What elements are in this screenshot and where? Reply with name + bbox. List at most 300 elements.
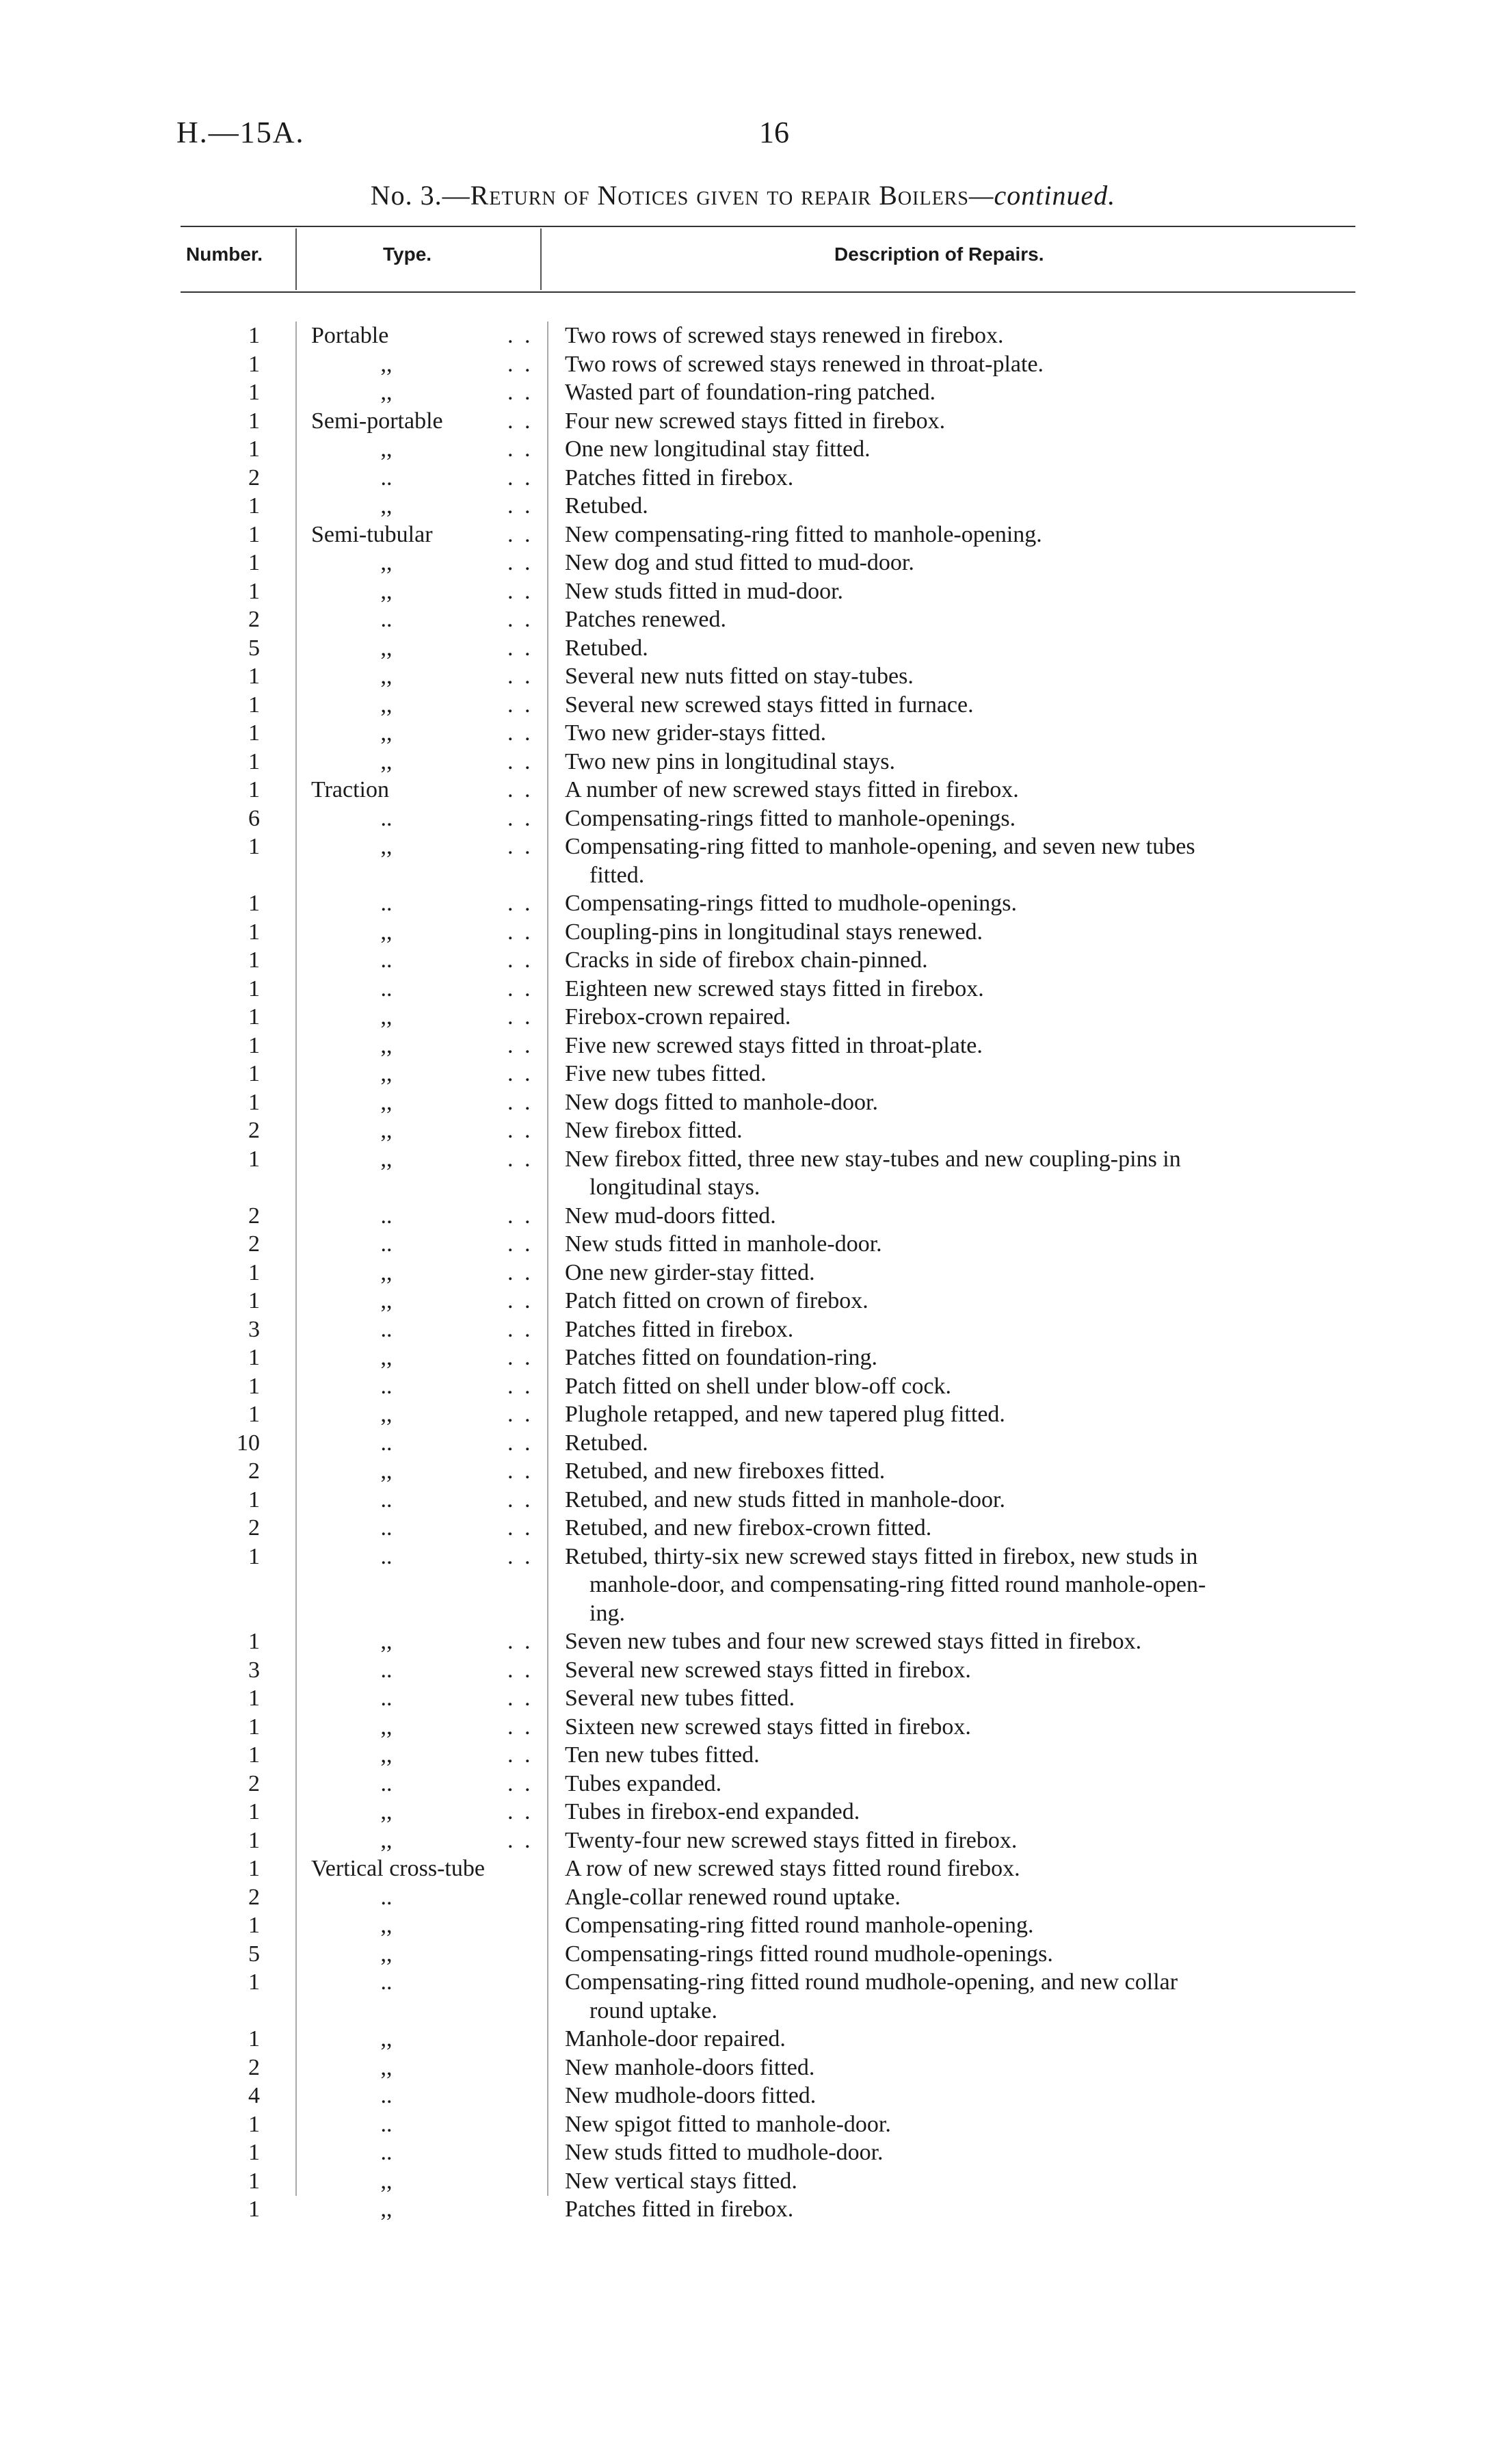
table-row <box>0 322 1486 350</box>
description-line: A row of new screwed stays fitted round firebox. <box>565 1856 1020 1881</box>
table-row <box>0 1259 1486 1287</box>
description-line: New dogs fitted to manhole-door. <box>565 1089 878 1115</box>
table-row <box>0 918 1486 947</box>
row-description <box>565 946 1358 975</box>
row-description <box>565 1088 1358 1117</box>
row-type-ditto: ,, <box>380 578 393 604</box>
description-line: Five new tubes fitted. <box>565 1061 767 1086</box>
row-number: 1 <box>248 919 260 945</box>
row-number: 5 <box>248 1941 260 1967</box>
description-line: New firebox fitted. <box>565 1118 743 1143</box>
row-type-ditto: ,, <box>380 635 393 661</box>
row-number: 1 <box>248 436 260 462</box>
description-line: Tubes expanded. <box>565 1770 722 1796</box>
row-number: 3 <box>248 1657 260 1683</box>
leader-dots: . . <box>507 1345 533 1370</box>
leader-dots: . . <box>507 1714 533 1740</box>
description-line: Several new screwed stays fitted in furnace. <box>565 692 974 718</box>
table-row <box>0 1486 1486 1515</box>
leader-dots: . . <box>507 805 533 831</box>
row-description <box>565 1230 1358 1259</box>
row-number: 2 <box>248 1515 260 1541</box>
row-type-ditto: ,, <box>380 2197 393 2222</box>
row-description <box>565 1656 1358 1685</box>
row-number: 1 <box>248 2168 260 2194</box>
row-type: Vertical cross-tube <box>311 1856 485 1881</box>
row-number: 1 <box>248 975 260 1001</box>
row-number: 1 <box>248 1004 260 1030</box>
table-row <box>0 889 1486 918</box>
column-divider <box>540 228 542 290</box>
description-line: Patches renewed. <box>565 607 727 632</box>
description-line: Twenty-four new screwed stays fitted in firebox. <box>565 1827 1018 1853</box>
table-row <box>0 1656 1486 1685</box>
table-row <box>0 549 1486 577</box>
row-description <box>565 492 1358 521</box>
leader-dots: . . <box>507 1402 533 1427</box>
table-row <box>0 662 1486 691</box>
page-reference: H.—15A. <box>176 116 305 149</box>
row-type-ditto: .. <box>380 975 393 1001</box>
page-title <box>0 179 1486 211</box>
row-type-ditto: ,, <box>380 1714 393 1740</box>
table-row <box>0 2110 1486 2139</box>
row-type-ditto: .. <box>380 2083 393 2108</box>
table-row <box>0 521 1486 549</box>
row-number: 1 <box>248 408 260 434</box>
description-line: Two new grider-stays fitted. <box>565 720 827 746</box>
row-type-ditto: ,, <box>380 1799 393 1824</box>
description-line: Retubed. <box>565 493 648 519</box>
leader-dots: . . <box>507 1288 533 1313</box>
table-row <box>0 1684 1486 1713</box>
row-type: Semi-portable <box>311 408 443 434</box>
description-line: New manhole-doors fitted. <box>565 2054 815 2080</box>
table-row <box>0 1003 1486 1032</box>
leader-dots: . . <box>507 1657 533 1683</box>
row-description <box>565 662 1358 691</box>
row-number: 1 <box>248 521 260 547</box>
row-type-ditto: ,, <box>380 692 393 718</box>
table-row <box>0 492 1486 521</box>
description-line: Retubed, thirty-six new screwed stays fitted in firebox, new studs in <box>565 1543 1198 1569</box>
row-number: 1 <box>248 2140 260 2165</box>
row-number: 1 <box>248 1969 260 1995</box>
description-line: Two rows of screwed stays renewed in firebox. <box>565 323 1004 348</box>
table-row <box>0 1854 1486 1883</box>
leader-dots: . . <box>507 1203 533 1229</box>
leader-dots: . . <box>507 947 533 973</box>
row-type-ditto: ,, <box>380 1146 393 1172</box>
description-line: Retubed, and new firebox-crown fitted. <box>565 1515 932 1541</box>
row-number: 1 <box>248 777 260 802</box>
row-number: 1 <box>248 720 260 746</box>
leader-dots: . . <box>507 1259 533 1285</box>
row-type-ditto: .. <box>380 805 393 831</box>
description-line: Compensating-ring fitted to manhole-opening, and seven new tubes <box>565 834 1195 859</box>
leader-dots: . . <box>507 1486 533 1512</box>
leader-dots: . . <box>507 1770 533 1796</box>
row-type-ditto: .. <box>380 2111 393 2137</box>
row-number: 1 <box>248 1345 260 1370</box>
table-row <box>0 1883 1486 1912</box>
table-row <box>0 1741 1486 1770</box>
row-description <box>565 1400 1358 1429</box>
row-type-ditto: ,, <box>380 2026 393 2052</box>
row-description <box>565 2054 1358 2082</box>
row-type-ditto: ,, <box>380 1941 393 1967</box>
description-line: Seven new tubes and four new screwed stays fitted in firebox. <box>565 1629 1142 1654</box>
leader-dots: . . <box>507 436 533 462</box>
row-description <box>565 833 1358 889</box>
row-description <box>565 1514 1358 1543</box>
description-continuation: ing. <box>589 1600 625 1626</box>
leader-dots: . . <box>507 664 533 689</box>
row-number: 2 <box>248 607 260 632</box>
row-number: 2 <box>248 1770 260 1796</box>
row-description <box>565 719 1358 748</box>
row-type: Traction <box>311 777 389 802</box>
row-description <box>565 1372 1358 1401</box>
description-line: New mudhole-doors fitted. <box>565 2083 817 2108</box>
table-row <box>0 2167 1486 2196</box>
table-row <box>0 464 1486 493</box>
row-type-ditto: ,, <box>380 1458 393 1484</box>
description-line: Patch fitted on shell under blow-off cock. <box>565 1373 951 1399</box>
description-line: Retubed. <box>565 635 648 661</box>
row-number: 1 <box>248 1373 260 1399</box>
row-type-ditto: ,, <box>380 1032 393 1058</box>
row-type-ditto: .. <box>380 947 393 973</box>
row-type: Semi-tubular <box>311 521 433 547</box>
table-row <box>0 1770 1486 1798</box>
table-row <box>0 2054 1486 2082</box>
description-line: Four new screwed stays fitted in firebox. <box>565 408 946 434</box>
row-type-ditto: .. <box>380 1203 393 1229</box>
leader-dots: . . <box>507 1430 533 1456</box>
table-row <box>0 691 1486 720</box>
row-type-ditto: .. <box>380 1373 393 1399</box>
description-line: A number of new screwed stays fitted in firebox. <box>565 777 1019 802</box>
row-description <box>565 1145 1358 1202</box>
row-number: 1 <box>248 1686 260 1711</box>
row-type-ditto: .. <box>380 1316 393 1342</box>
row-description <box>565 1713 1358 1742</box>
row-type-ditto: ,, <box>380 1913 393 1938</box>
leader-dots: . . <box>507 1032 533 1058</box>
table-row <box>0 350 1486 379</box>
leader-dots: . . <box>507 692 533 718</box>
leader-dots: . . <box>507 550 533 575</box>
table-row <box>0 577 1486 606</box>
table-row <box>0 2082 1486 2110</box>
leader-dots: . . <box>507 351 533 377</box>
row-description <box>565 1116 1358 1145</box>
title-main: Return of Notices given to repair Boilers <box>470 180 969 211</box>
column-header-description: Description of Repairs. <box>834 244 1044 265</box>
table-row <box>0 776 1486 804</box>
row-description <box>565 407 1358 436</box>
row-number: 1 <box>248 2026 260 2052</box>
description-line: Compensating-rings fitted to mudhole-openings. <box>565 891 1018 916</box>
table-row <box>0 1202 1486 1231</box>
row-description <box>565 1798 1358 1826</box>
row-type-ditto: .. <box>380 2140 393 2165</box>
column-divider <box>295 228 297 290</box>
table-row <box>0 1116 1486 1145</box>
table-row <box>0 1798 1486 1826</box>
leader-dots: . . <box>507 1686 533 1711</box>
row-type-ditto: ,, <box>380 1402 393 1427</box>
leader-dots: . . <box>507 607 533 632</box>
row-description <box>565 322 1358 350</box>
leader-dots: . . <box>507 748 533 774</box>
description-line: One new longitudinal stay fitted. <box>565 436 871 462</box>
row-number: 2 <box>248 1118 260 1143</box>
table-row <box>0 1911 1486 1940</box>
description-line: Two rows of screwed stays renewed in throat-plate. <box>565 351 1044 377</box>
row-type-ditto: ,, <box>380 664 393 689</box>
table-row <box>0 1940 1486 1969</box>
description-line: Several new tubes fitted. <box>565 1686 795 1711</box>
table-row <box>0 833 1486 889</box>
row-description <box>565 1741 1358 1770</box>
row-type-ditto: .. <box>380 1969 393 1995</box>
description-continuation: fitted. <box>589 862 645 888</box>
table-row <box>0 1543 1486 1628</box>
description-line: One new girder-stay fitted. <box>565 1259 815 1285</box>
leader-dots: . . <box>507 720 533 746</box>
row-type-ditto: ,, <box>380 1089 393 1115</box>
leader-dots: . . <box>507 1004 533 1030</box>
row-type-ditto: ,, <box>380 550 393 575</box>
leader-dots: . . <box>507 1061 533 1086</box>
row-type-ditto: ,, <box>380 1004 393 1030</box>
leader-dots: . . <box>507 1316 533 1342</box>
leader-dots: . . <box>507 635 533 661</box>
row-number: 2 <box>248 1884 260 1910</box>
leader-dots: . . <box>507 1629 533 1654</box>
row-description <box>565 748 1358 776</box>
description-line: Several new screwed stays fitted in firebox. <box>565 1657 971 1683</box>
table-row <box>0 1230 1486 1259</box>
row-description <box>565 2167 1358 2196</box>
table-row <box>0 1826 1486 1855</box>
row-number: 1 <box>248 1089 260 1115</box>
row-number: 1 <box>248 834 260 859</box>
row-type-ditto: ,, <box>380 380 393 405</box>
row-type-ditto: ,, <box>380 1061 393 1086</box>
row-description <box>565 1627 1358 1656</box>
row-number: 1 <box>248 493 260 519</box>
description-continuation: manhole-door, and compensating-ring fitted round manhole-open- <box>589 1572 1206 1597</box>
description-line: Compensating-ring fitted round manhole-opening. <box>565 1913 1034 1938</box>
row-description <box>565 378 1358 407</box>
table-row <box>0 1315 1486 1344</box>
row-description <box>565 1003 1358 1032</box>
table-row <box>0 1145 1486 1202</box>
description-line: Wasted part of foundation-ring patched. <box>565 380 936 405</box>
row-number: 1 <box>248 1146 260 1172</box>
row-number: 1 <box>248 947 260 973</box>
row-description <box>565 605 1358 634</box>
title-suffix: —continued. <box>968 180 1116 211</box>
table-row <box>0 2138 1486 2167</box>
page-number: 16 <box>759 116 789 149</box>
table-row <box>0 975 1486 1004</box>
row-number: 6 <box>248 805 260 831</box>
row-type-ditto: ,, <box>380 351 393 377</box>
description-line: Plughole retapped, and new tapered plug fitted. <box>565 1402 1005 1427</box>
table-row <box>0 1287 1486 1315</box>
row-description <box>565 634 1358 663</box>
description-line: Coupling-pins in longitudinal stays renewed. <box>565 919 983 945</box>
row-description <box>565 1940 1358 1969</box>
table-row <box>0 378 1486 407</box>
description-line: Angle-collar renewed round uptake. <box>565 1884 901 1910</box>
leader-dots: . . <box>507 975 533 1001</box>
row-number: 1 <box>248 664 260 689</box>
description-line: New firebox fitted, three new stay-tubes and new coupling-pins in <box>565 1146 1181 1172</box>
description-line: Patch fitted on crown of firebox. <box>565 1288 868 1313</box>
row-description <box>565 1315 1358 1344</box>
leader-dots: . . <box>507 521 533 547</box>
row-description <box>565 691 1358 720</box>
description-continuation: round uptake. <box>589 1997 717 2023</box>
row-description <box>565 2110 1358 2139</box>
description-line: Ten new tubes fitted. <box>565 1742 760 1768</box>
row-type-ditto: .. <box>380 607 393 632</box>
row-number: 2 <box>248 1458 260 1484</box>
row-number: 3 <box>248 1316 260 1342</box>
description-line: Tubes in firebox-end expanded. <box>565 1799 860 1824</box>
row-type-ditto: .. <box>380 1515 393 1541</box>
description-line: Several new nuts fitted on stay-tubes. <box>565 664 914 689</box>
description-line: New dog and stud fitted to mud-door. <box>565 550 914 575</box>
row-number: 1 <box>248 1827 260 1853</box>
description-line: New vertical stays fitted. <box>565 2168 797 2194</box>
row-description <box>565 889 1358 918</box>
leader-dots: . . <box>507 1515 533 1541</box>
row-number: 4 <box>248 2083 260 2108</box>
row-description <box>565 1032 1358 1060</box>
row-description <box>565 2025 1358 2054</box>
row-description <box>565 1202 1358 1231</box>
table-row <box>0 2195 1486 2224</box>
leader-dots: . . <box>507 1373 533 1399</box>
description-line: New mud-doors fitted. <box>565 1203 776 1229</box>
row-number: 1 <box>248 692 260 718</box>
leader-dots: . . <box>507 891 533 916</box>
table-row <box>0 1457 1486 1486</box>
description-line: New studs fitted to mudhole-door. <box>565 2140 884 2165</box>
row-description <box>565 1543 1358 1628</box>
row-number: 2 <box>248 1203 260 1229</box>
row-number: 1 <box>248 1856 260 1881</box>
row-number: 1 <box>248 1543 260 1569</box>
table-row <box>0 1032 1486 1060</box>
description-line: Compensating-rings fitted to manhole-openings. <box>565 805 1016 831</box>
description-line: Compensating-ring fitted round mudhole-opening, and new collar <box>565 1969 1178 1995</box>
row-number: 1 <box>248 1402 260 1427</box>
row-number: 1 <box>248 2111 260 2137</box>
row-type-ditto: .. <box>380 1430 393 1456</box>
header-bottom-rule <box>181 291 1355 293</box>
row-type-ditto: .. <box>380 1770 393 1796</box>
row-type-ditto: ,, <box>380 1288 393 1313</box>
table-row <box>0 1060 1486 1088</box>
description-line: Patches fitted on foundation-ring. <box>565 1345 878 1370</box>
row-type-ditto: ,, <box>380 2168 393 2194</box>
row-description <box>565 464 1358 493</box>
leader-dots: . . <box>507 1543 533 1569</box>
row-description <box>565 804 1358 833</box>
row-number: 1 <box>248 1288 260 1313</box>
table-row <box>0 1344 1486 1372</box>
description-line: Eighteen new screwed stays fitted in firebox. <box>565 975 984 1001</box>
column-header-number: Number. <box>186 244 263 265</box>
row-description <box>565 1429 1358 1458</box>
row-description <box>565 1486 1358 1515</box>
row-description <box>565 1911 1358 1940</box>
row-description <box>565 1684 1358 1713</box>
row-description <box>565 1344 1358 1372</box>
row-description <box>565 350 1358 379</box>
table-row <box>0 1627 1486 1656</box>
row-number: 1 <box>248 1259 260 1285</box>
row-number: 1 <box>248 1486 260 1512</box>
row-type-ditto: ,, <box>380 1742 393 1768</box>
row-description <box>565 1826 1358 1855</box>
row-description <box>565 435 1358 464</box>
row-type-ditto: ,, <box>380 748 393 774</box>
row-number: 1 <box>248 891 260 916</box>
row-description <box>565 1259 1358 1287</box>
row-type-ditto: ,, <box>380 720 393 746</box>
description-line: Compensating-rings fitted round mudhole-openings. <box>565 1941 1053 1967</box>
description-line: New compensating-ring fitted to manhole-opening. <box>565 521 1042 547</box>
row-number: 1 <box>248 1032 260 1058</box>
row-type-ditto: .. <box>380 1543 393 1569</box>
description-line: New studs fitted in mud-door. <box>565 578 844 604</box>
row-number: 5 <box>248 635 260 661</box>
title-prefix: No. 3.— <box>370 180 470 211</box>
table-row <box>0 1400 1486 1429</box>
table-top-rule <box>181 226 1355 227</box>
table-row <box>0 1372 1486 1401</box>
row-type: Portable <box>311 323 389 348</box>
row-number: 2 <box>248 464 260 490</box>
row-type-ditto: ,, <box>380 1118 393 1143</box>
row-description <box>565 2195 1358 2224</box>
description-line: New spigot fitted to manhole-door. <box>565 2111 891 2137</box>
leader-dots: . . <box>507 380 533 405</box>
row-number: 1 <box>248 351 260 377</box>
leader-dots: . . <box>507 1089 533 1115</box>
leader-dots: . . <box>507 323 533 348</box>
table-row <box>0 804 1486 833</box>
row-description <box>565 2138 1358 2167</box>
row-number: 1 <box>248 1913 260 1938</box>
row-type-ditto: ,, <box>380 1345 393 1370</box>
row-type-ditto: .. <box>380 1486 393 1512</box>
leader-dots: . . <box>507 1742 533 1768</box>
row-type-ditto: ,, <box>380 1259 393 1285</box>
description-line: Patches fitted in firebox. <box>565 1316 794 1342</box>
description-line: Two new pins in longitudinal stays. <box>565 748 896 774</box>
description-line: Patches fitted in firebox. <box>565 464 794 490</box>
row-description <box>565 1968 1358 2025</box>
